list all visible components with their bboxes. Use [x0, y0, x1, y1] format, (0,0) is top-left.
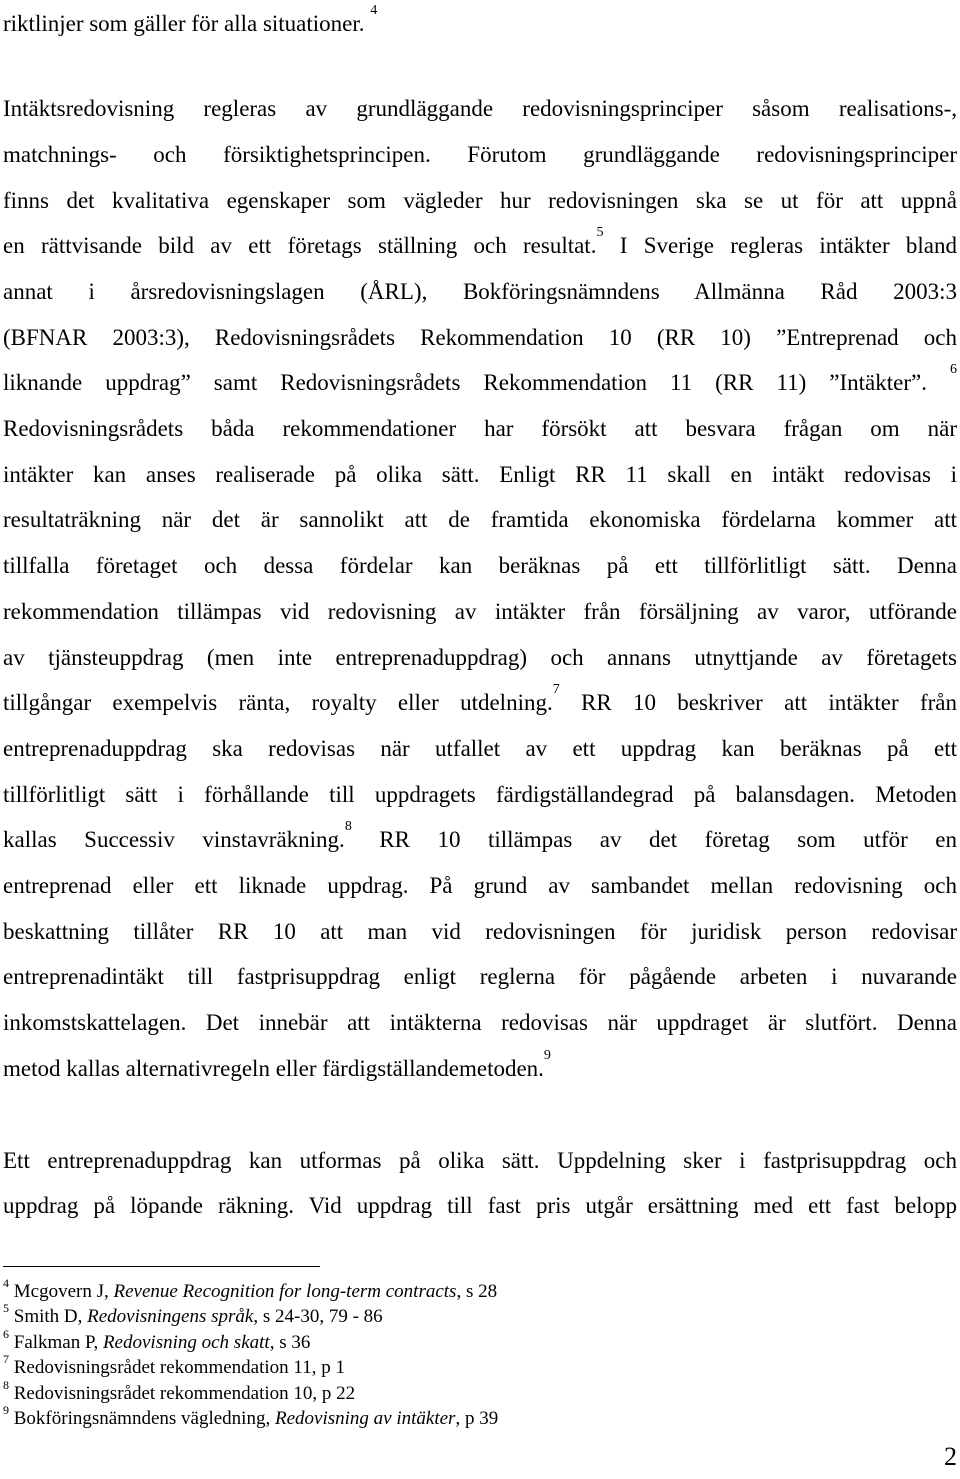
body-line: resultaträkning när det är sannolikt att de framtida ekonomiska fördelarna kommer att [3, 507, 957, 532]
footnote-ref: 4 [370, 3, 378, 18]
body-line: av tjänsteuppdrag (men inte entreprenaduppdrag) och annans utnyttjande av företagets [3, 645, 957, 670]
body-line: annat i årsredovisningslagen (ÅRL), Bokföringsnämndens Allmänna Råd 2003:3 [3, 279, 957, 304]
body-line: finns det kvalitativa egenskaper som vägleder hur redovisningen ska se ut för att uppnå [3, 188, 957, 213]
body-line: riktlinjer som gäller för alla situationer. $^4$ [3, 3, 378, 36]
footnote-ref: 6 [950, 362, 957, 377]
body-line: entreprenaduppdrag ska redovisas när utfallet av ett uppdrag kan beräknas på ett [3, 736, 957, 761]
page-number: 2 [944, 1442, 957, 1471]
body-line: Intäktsredovisning regleras av grundläggande redovisningsprinciper såsom realisations-, [3, 96, 957, 121]
body-line: beskattning tillåter RR 10 att man vid redovisningen för juridisk person redovisar [3, 919, 957, 944]
body-line: entreprenadintäkt till fastprisuppdrag enligt reglerna för pågående arbeten i nuvarande [3, 964, 957, 989]
footnote-ref: 9 [543, 1048, 551, 1063]
footnote-ref: 8 [344, 819, 352, 834]
footnote: $^6$ Falkman P, Redovisning och skatt, s 36 [3, 1327, 311, 1353]
footnote: $^4$ Mcgovern J, Revenue Recognition for long-term contracts, s 28 [3, 1276, 498, 1302]
footnote-ref: 5 [596, 225, 604, 240]
body-line: tillfalla företaget och dessa fördelar kan beräknas på ett tillförlitligt sätt. Denna [3, 553, 957, 578]
body-line: matchnings- och försiktighetsprincipen. Förutom grundläggande redovisningsprinciper [3, 142, 957, 167]
footnote: $^5$ Smith D, Redovisningens språk, s 24-30, 79 - 86 [3, 1301, 383, 1327]
body-line: kallas Successiv vinstavräkning.$^8$ RR 10 tillämpas av det företag som utför en [3, 819, 957, 852]
body-line: liknande uppdrag” samt Redovisningsrådets Rekommendation 11 (RR 11) ”Intäkter”. $^6$ [3, 362, 957, 395]
body-line: rekommendation tillämpas vid redovisning av intäkter från försäljning av varor, utförande [3, 599, 957, 624]
body-line: entreprenad eller ett liknade uppdrag. På grund av sambandet mellan redovisning och [3, 873, 957, 898]
body-line: en rättvisande bild av ett företags ställning och resultat.$^5$ I Sverige regleras intäkter bland [3, 225, 958, 258]
body-line: tillförlitligt sätt i förhållande till uppdragets färdigställandegrad på balansdagen. Metoden [3, 782, 957, 807]
footnote-separator [3, 1266, 320, 1267]
footnote-ref: 7 [552, 682, 560, 697]
body-line: Ett entreprenaduppdrag kan utformas på olika sätt. Uppdelning sker i fastprisuppdrag och [3, 1148, 957, 1173]
body-line: tillgångar exempelvis ränta, royalty eller utdelning.$^7$ RR 10 beskriver att intäkter från [3, 682, 957, 715]
body-line: inkomstskattelagen. Det innebär att intäkterna redovisas när uppdraget är slutfört. Denna [3, 1010, 957, 1035]
body-line: uppdrag på löpande räkning. Vid uppdrag till fast pris utgår ersättning med ett fast belopp [3, 1193, 957, 1218]
footnote: $^8$ Redovisningsrådet rekommendation 10, p 22 [3, 1378, 356, 1404]
body-line: Redovisningsrådets båda rekommendationer har försökt att besvara frågan om när [3, 416, 957, 441]
footnote: $^7$ Redovisningsrådet rekommendation 11, p 1 [3, 1352, 345, 1378]
footnote: $^9$ Bokföringsnämndens vägledning, Redovisning av intäkter, p 39 [3, 1403, 499, 1429]
body-line: metod kallas alternativregeln eller färdigställandemetoden.$^9$ [3, 1048, 551, 1081]
body-line: (BFNAR 2003:3), Redovisningsrådets Rekommendation 10 (RR 10) ”Entreprenad och [3, 325, 957, 350]
body-line: intäkter kan anses realiserade på olika sätt. Enligt RR 11 skall en intäkt redovisas i [3, 462, 957, 487]
